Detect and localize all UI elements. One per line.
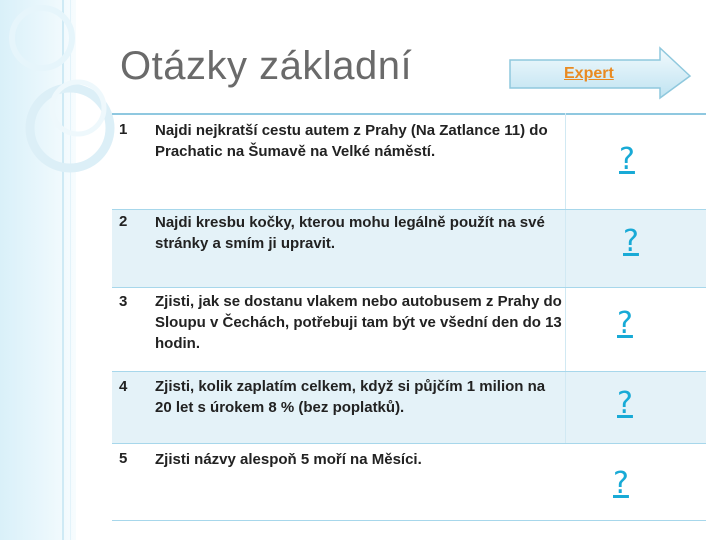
- row-number: 4: [119, 378, 128, 395]
- column-divider: [565, 113, 566, 209]
- column-divider: [565, 288, 566, 371]
- expert-button[interactable]: [508, 46, 692, 102]
- row-number: 1: [119, 121, 128, 138]
- row-number: 2: [119, 213, 128, 230]
- hint-link-3[interactable]: ?: [617, 306, 633, 341]
- column-divider: [565, 210, 566, 287]
- hint-link-4[interactable]: ?: [617, 386, 633, 421]
- page-title: Otázky základní: [120, 44, 413, 88]
- question-text: Najdi nejkratší cestu autem z Prahy (Na Zatlance 11) do Prachatic na Šumavě na Velké náměstí.: [155, 122, 548, 160]
- row-number: 3: [119, 293, 128, 310]
- expert-button-label: Expert: [564, 65, 614, 82]
- question-text: Zjisti, kolik zaplatím celkem, když si půjčím 1 milion na 20 let s úrokem 8 % (bez poplatků).: [155, 378, 546, 416]
- hint-link-2[interactable]: ?: [623, 224, 639, 259]
- question-text: Zjisti názvy alespoň 5 moří na Měsíci.: [155, 451, 422, 468]
- hint-link-5[interactable]: ?: [613, 466, 629, 501]
- row-number: 5: [119, 450, 128, 467]
- table-row: [112, 113, 706, 210]
- hint-link-1[interactable]: ?: [619, 142, 635, 177]
- question-text: Zjisti, jak se dostanu vlakem nebo autobusem z Prahy do Sloupu v Čechách, potřebuji tam být ve všední den do 13 hodin.: [155, 293, 562, 352]
- table-row: [112, 210, 706, 288]
- question-text: Najdi kresbu kočky, kterou mohu legálně použít na své stránky a smím ji upravit.: [155, 214, 545, 252]
- column-divider: [565, 372, 566, 443]
